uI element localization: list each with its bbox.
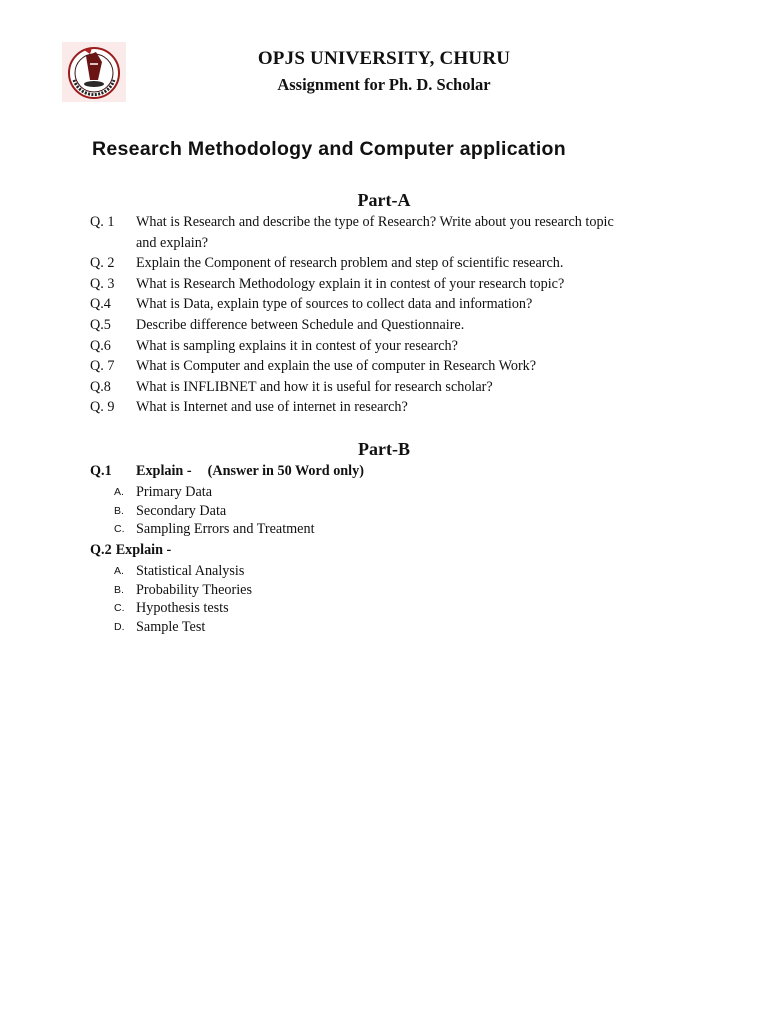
part-b-question-header [90, 541, 690, 559]
part-b-question-1 [90, 462, 690, 539]
question-explain: Explain - [115, 542, 172, 558]
question-number: Q.8 [90, 378, 111, 395]
option-text: Sample Test [136, 618, 206, 635]
part-b-question-2 [90, 541, 690, 636]
option-letter: C. [114, 523, 125, 535]
list-item [90, 520, 690, 539]
list-item [90, 581, 690, 600]
question-number: Q.4 [90, 296, 111, 313]
question-number: Q. 2 [90, 255, 115, 272]
question-text: What is sampling explains it in contest of your research? [136, 337, 458, 354]
part-a-question-list [90, 212, 690, 418]
question-text: What is Research Methodology explain it in contest of your research topic? [136, 275, 565, 292]
question-instruction: (Answer in 50 Word only) [207, 463, 364, 479]
question-text: Explain the Component of research problem and step of scientific research. [136, 255, 564, 272]
part-b-heading: Part-B [358, 439, 410, 459]
option-list [90, 483, 690, 539]
question-row [90, 253, 690, 274]
question-row [90, 356, 690, 377]
question-text: What is Data, explain type of sources to collect data and information? [136, 296, 533, 313]
option-letter: C. [114, 602, 125, 614]
option-text: Secondary Data [136, 502, 227, 519]
list-item [90, 562, 690, 581]
question-row [90, 274, 690, 295]
subject-title: Research Methodology and Computer application [92, 138, 566, 160]
question-row-continuation [90, 233, 690, 254]
part-b-question-header [90, 462, 690, 480]
university-name: OPJS UNIVERSITY, CHURU [257, 48, 511, 69]
question-text: Describe difference between Schedule and Questionnaire. [136, 316, 465, 333]
option-list [90, 562, 690, 636]
question-number: Q.6 [90, 337, 111, 354]
question-row [90, 294, 690, 315]
question-number: Q. 7 [90, 358, 115, 375]
list-item [90, 618, 690, 637]
list-item [90, 502, 690, 521]
question-explain: Explain - [136, 463, 192, 479]
option-text: Primary Data [136, 484, 213, 500]
option-text: Statistical Analysis [136, 563, 245, 579]
question-number: Q.2 [90, 542, 112, 558]
option-letter: B. [114, 583, 124, 596]
question-row [90, 336, 690, 357]
option-letter: A. [114, 486, 124, 498]
list-item [90, 483, 690, 502]
question-row [90, 212, 690, 233]
question-text-continuation: and explain? [136, 234, 209, 251]
question-text: What is Internet and use of internet in research? [136, 399, 408, 416]
question-text: What is Computer and explain the use of computer in Research Work? [136, 358, 537, 375]
option-letter: D. [114, 620, 125, 633]
question-number: Q.1 [90, 463, 112, 479]
option-text: Sampling Errors and Treatment [136, 521, 315, 537]
question-text: What is Research and describe the type of Research? Write about you research topic [136, 214, 614, 230]
option-letter: B. [114, 504, 124, 517]
question-number: Q. 1 [90, 214, 115, 230]
list-item [90, 599, 690, 618]
question-number: Q.5 [90, 316, 111, 333]
question-number: Q. 3 [90, 275, 115, 292]
question-row [90, 377, 690, 398]
question-text: What is INFLIBNET and how it is useful for research scholar? [136, 378, 493, 395]
question-number: Q. 9 [90, 399, 115, 416]
option-text: Probability Theories [136, 581, 252, 598]
option-letter: A. [114, 565, 124, 577]
question-row [90, 315, 690, 336]
question-row [90, 397, 690, 418]
part-a-heading: Part-A [357, 190, 411, 210]
option-text: Hypothesis tests [136, 600, 229, 616]
assignment-title: Assignment for Ph. D. Scholar [277, 75, 491, 94]
